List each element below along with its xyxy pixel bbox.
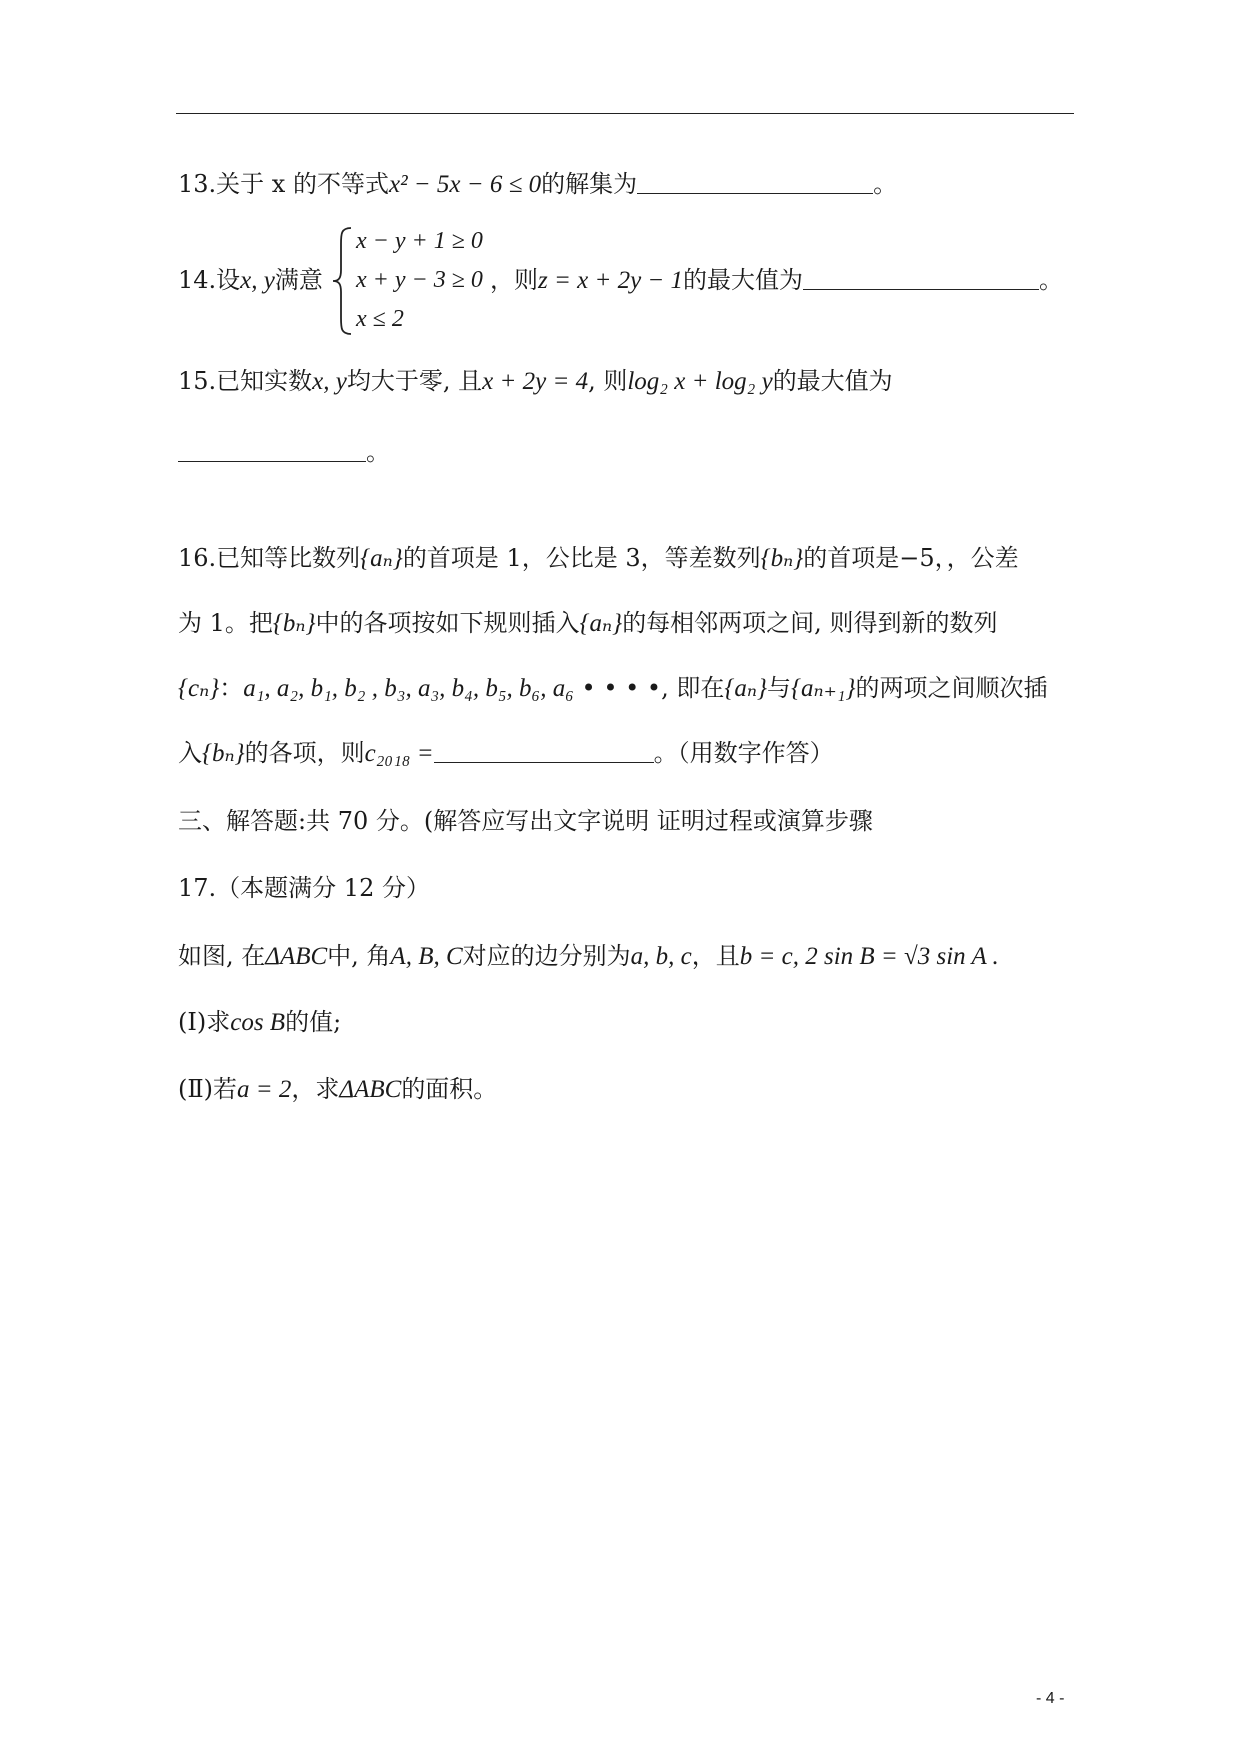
q14-text-c: ，则 bbox=[490, 266, 538, 294]
q17-angles: A, B, C bbox=[390, 943, 463, 970]
q14-text-d: 的最大值为 bbox=[683, 266, 804, 294]
q17-stem-b: 中, 角 bbox=[327, 942, 391, 970]
q15-condition: x + 2y = 4 bbox=[482, 368, 589, 395]
q13-text-b: 的解集为 bbox=[541, 170, 638, 198]
q16-seq-a: {aₙ} bbox=[360, 545, 403, 572]
q14-objective: z = x + 2y − 1 bbox=[538, 267, 684, 294]
q16-number: 16. bbox=[178, 544, 217, 572]
q17-stem-d: ，且 bbox=[691, 942, 740, 970]
q16-answer-blank[interactable] bbox=[434, 740, 654, 763]
q16-l3-b: 与 bbox=[766, 674, 791, 702]
q17-part2-triangle: ΔABC bbox=[339, 1076, 402, 1103]
q14-constraint-3: x ≤ 2 bbox=[356, 306, 404, 332]
q14-text-a: 设 bbox=[216, 266, 241, 294]
question-14-tail bbox=[490, 264, 1063, 297]
q17-part2-b: ，求 bbox=[291, 1075, 340, 1103]
q15-text-c: , 则 bbox=[588, 367, 628, 395]
question-15 bbox=[178, 365, 893, 398]
q13-tail: 。 bbox=[873, 170, 898, 198]
question-17-stem bbox=[178, 940, 999, 973]
question-13 bbox=[178, 168, 897, 201]
q16-l4-b: 的各项，则 bbox=[244, 739, 365, 767]
q14-brace bbox=[331, 226, 357, 336]
q15-number: 15. bbox=[178, 367, 217, 395]
q16-l2-a: 为 1。把 bbox=[178, 609, 273, 637]
q16-l2-c: 的每相邻两项之间, 则得到新的数列 bbox=[622, 609, 998, 637]
question-15-blank-line bbox=[178, 436, 390, 468]
q15-text-d: 的最大值为 bbox=[772, 367, 893, 395]
q16-dots: • • • • bbox=[581, 674, 662, 702]
q17-triangle: ΔABC bbox=[265, 943, 328, 970]
q14-answer-blank[interactable] bbox=[803, 267, 1039, 290]
q16-l3-a: , 即在 bbox=[661, 674, 725, 702]
header-rule bbox=[176, 113, 1074, 114]
q16-l1-c: 的首项是−5，，公差 bbox=[803, 544, 1019, 572]
q16-l2-b: 中的各项按如下规则插入 bbox=[315, 609, 580, 637]
q15-text-a: 已知实数 bbox=[216, 367, 313, 395]
q15-answer-blank[interactable] bbox=[178, 439, 366, 462]
question-16-line-1 bbox=[178, 542, 1019, 575]
question-14 bbox=[178, 264, 323, 297]
q16-l1-b: 的首项是 1，公比是 3，等差数列 bbox=[402, 544, 761, 572]
q16-l3-seq-a: {aₙ} bbox=[724, 675, 767, 702]
q15-text-b: 均大于零, 且 bbox=[346, 367, 483, 395]
q14-constraint-2: x + y − 3 ≥ 0 bbox=[356, 267, 483, 293]
q16-l2-seq-b: {bₙ} bbox=[272, 610, 316, 637]
q15-expression: log₂ x + log₂ y bbox=[627, 368, 773, 395]
question-17-title: 17.（本题满分 12 分） bbox=[178, 874, 430, 902]
q17-stem-a: 如图, 在 bbox=[178, 942, 266, 970]
q17-sides: a, b, c bbox=[630, 943, 692, 970]
q14-number: 14. bbox=[178, 266, 217, 294]
q17-part2-expr: a = 2 bbox=[237, 1076, 292, 1103]
q16-l2-seq-a: {aₙ} bbox=[579, 610, 623, 637]
q15-vars: x, y bbox=[312, 368, 347, 395]
q17-part2-label: (Ⅱ) bbox=[178, 1075, 214, 1103]
q13-number: 13. bbox=[178, 170, 217, 198]
q16-seq-b: {bₙ} bbox=[760, 545, 804, 572]
q17-part1-expr: cos B bbox=[230, 1009, 286, 1036]
q17-condition: b = c, 2 sin B = √3 sin A . bbox=[739, 943, 999, 970]
q15-tail: 。 bbox=[366, 438, 390, 466]
q16-tail: 。（用数字作答） bbox=[653, 739, 834, 767]
q13-text-a: 关于 x 的不等式 bbox=[216, 170, 389, 198]
q13-answer-blank[interactable] bbox=[637, 171, 873, 194]
q17-part1-a: 求 bbox=[206, 1008, 231, 1036]
question-17-part-1 bbox=[178, 1006, 341, 1039]
q16-l3-colon: ： bbox=[219, 674, 244, 702]
q17-part2-a: 若 bbox=[213, 1075, 238, 1103]
q16-terms: a₁, a₂, b₁, b₂ , b₃, a₃, b₄, b₅, b₆, a₆ bbox=[243, 675, 574, 702]
section-3-heading: 三、解答题:共 70 分。(解答应写出文字说明 证明过程或演算步骤 bbox=[178, 807, 873, 835]
q17-part1-b: 的值; bbox=[285, 1008, 342, 1036]
q16-l4-a: 入 bbox=[178, 739, 202, 767]
question-17-part-2 bbox=[178, 1073, 497, 1106]
q14-text-b: 满意 bbox=[274, 266, 323, 294]
q16-seq-c: {cₙ} bbox=[178, 675, 220, 702]
q13-inequality: x² − 5x − 6 ≤ 0 bbox=[388, 171, 542, 198]
question-16-line-4 bbox=[178, 737, 834, 770]
q16-l3-seq-a1: {aₙ₊₁} bbox=[790, 675, 856, 702]
q17-stem-c: 对应的边分别为 bbox=[462, 942, 631, 970]
q16-c2018: c₂₀₁₈ = bbox=[364, 740, 434, 767]
q16-l4-seq-b: {bₙ} bbox=[202, 740, 245, 767]
question-16-line-3 bbox=[178, 672, 1047, 705]
q14-constraint-1: x − y + 1 ≥ 0 bbox=[356, 228, 483, 254]
q16-l1-a: 已知等比数列 bbox=[216, 544, 361, 572]
q14-tail: 。 bbox=[1039, 266, 1064, 294]
page-number: - 4 - bbox=[1036, 1690, 1065, 1707]
q17-part2-c: 的面积。 bbox=[401, 1075, 498, 1103]
q17-part1-label: (Ⅰ) bbox=[178, 1008, 207, 1036]
question-16-line-2 bbox=[178, 607, 997, 640]
q16-l3-c: 的两项之间顺次插 bbox=[855, 674, 1048, 702]
q14-vars: x, y bbox=[240, 267, 275, 294]
